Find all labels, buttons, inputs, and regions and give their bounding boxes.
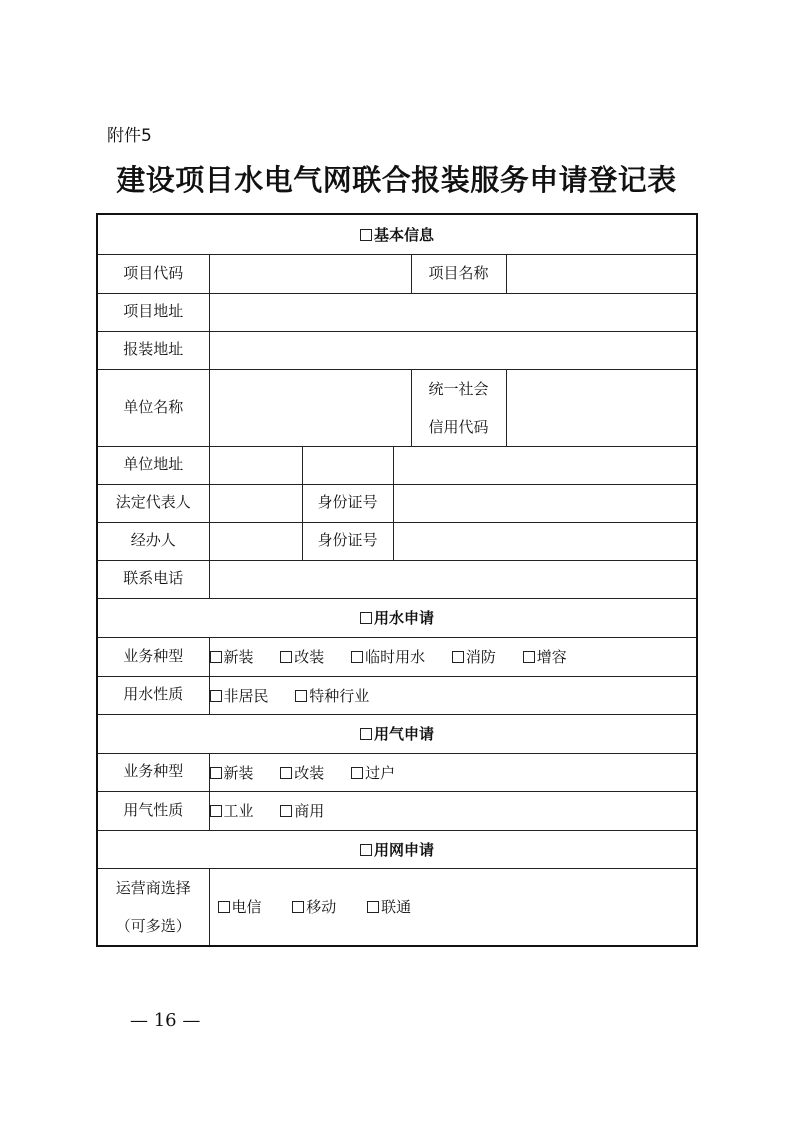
water-option-temporary[interactable]: 临时用水 [351, 646, 425, 667]
carrier-option-telecom[interactable]: 电信 [218, 896, 262, 917]
checkbox-icon [280, 805, 292, 817]
section-basic-row [97, 214, 697, 254]
checkbox-icon [280, 651, 292, 663]
checkbox-icon [360, 728, 372, 740]
legal-rep-row [97, 484, 697, 522]
checkbox-icon [210, 690, 222, 702]
credit-code-label: 统一社会 信用代码 [411, 369, 506, 446]
gas-nature-industrial[interactable]: 工业 [210, 800, 254, 821]
carrier-options [209, 868, 697, 946]
registration-form-table [96, 213, 698, 947]
water-option-new[interactable]: 新装 [210, 646, 254, 667]
phone-label: 联系电话 [97, 560, 209, 598]
project-address-row [97, 293, 697, 331]
gas-nature-commercial[interactable]: 商用 [280, 800, 324, 821]
water-nature-non-resident[interactable]: 非居民 [210, 685, 269, 706]
water-nature-special[interactable]: 特种行业 [295, 685, 369, 706]
checkbox-icon [523, 651, 535, 663]
legal-rep-label: 法定代表人 [97, 484, 209, 522]
water-nature-options [209, 676, 697, 714]
unit-address-field-2[interactable] [302, 446, 393, 484]
checkbox-icon [210, 767, 222, 779]
legal-rep-id-field[interactable] [393, 484, 697, 522]
gas-business-options [209, 753, 697, 791]
project-code-field[interactable] [209, 254, 411, 293]
unit-address-field-1[interactable] [209, 446, 302, 484]
gas-nature-options [209, 791, 697, 830]
handler-label: 经办人 [97, 522, 209, 560]
project-address-label: 项目地址 [97, 293, 209, 331]
unit-name-field[interactable] [209, 369, 411, 446]
unit-address-field-3[interactable] [393, 446, 697, 484]
project-address-field[interactable] [209, 293, 697, 331]
gas-business-row [97, 753, 697, 791]
credit-code-field[interactable] [506, 369, 697, 446]
section-network-header[interactable]: 用网申请 [97, 830, 697, 868]
checkbox-icon [360, 229, 372, 241]
water-nature-label: 用水性质 [97, 676, 209, 714]
water-option-increase[interactable]: 增容 [523, 646, 567, 667]
unit-address-row [97, 446, 697, 484]
unit-name-label: 单位名称 [97, 369, 209, 446]
gas-option-transfer[interactable]: 过户 [351, 762, 395, 783]
section-gas-header[interactable]: 用气申请 [97, 714, 697, 753]
unit-name-row [97, 369, 697, 446]
install-address-label: 报装地址 [97, 331, 209, 369]
carrier-option-mobile[interactable]: 移动 [292, 896, 336, 917]
gas-option-modify[interactable]: 改装 [280, 762, 324, 783]
page-number: — 16 — [130, 1010, 201, 1031]
phone-row [97, 560, 697, 598]
checkbox-icon [360, 844, 372, 856]
gas-business-label: 业务种型 [97, 753, 209, 791]
legal-rep-id-label: 身份证号 [302, 484, 393, 522]
section-water-row [97, 598, 697, 637]
checkbox-icon [351, 651, 363, 663]
checkbox-icon [360, 612, 372, 624]
water-nature-row [97, 676, 697, 714]
project-name-field[interactable] [506, 254, 697, 293]
install-address-row [97, 331, 697, 369]
checkbox-icon [367, 901, 379, 913]
gas-nature-row [97, 791, 697, 830]
carrier-label: 运营商选择 （可多选） [97, 868, 209, 946]
section-gas-row [97, 714, 697, 753]
install-address-field[interactable] [209, 331, 697, 369]
form-title: 建设项目水电气网联合报装服务申请登记表 [116, 163, 677, 197]
water-business-row [97, 637, 697, 676]
water-option-modify[interactable]: 改装 [280, 646, 324, 667]
attachment-label: 附件5 [107, 126, 152, 146]
water-business-label: 业务种型 [97, 637, 209, 676]
section-basic-header[interactable]: 基本信息 [97, 214, 697, 254]
checkbox-icon [280, 767, 292, 779]
project-code-row [97, 254, 697, 293]
checkbox-icon [210, 805, 222, 817]
checkbox-icon [210, 651, 222, 663]
checkbox-icon [292, 901, 304, 913]
gas-option-new[interactable]: 新装 [210, 762, 254, 783]
checkbox-icon [218, 901, 230, 913]
carrier-option-unicom[interactable]: 联通 [367, 896, 411, 917]
project-code-label: 项目代码 [97, 254, 209, 293]
legal-rep-field[interactable] [209, 484, 302, 522]
handler-row [97, 522, 697, 560]
section-water-header[interactable]: 用水申请 [97, 598, 697, 637]
unit-address-label: 单位地址 [97, 446, 209, 484]
handler-id-label: 身份证号 [302, 522, 393, 560]
phone-field[interactable] [209, 560, 697, 598]
checkbox-icon [351, 767, 363, 779]
handler-field[interactable] [209, 522, 302, 560]
gas-nature-label: 用气性质 [97, 791, 209, 830]
project-name-label: 项目名称 [411, 254, 506, 293]
water-business-options [209, 637, 697, 676]
checkbox-icon [452, 651, 464, 663]
carrier-row [97, 868, 697, 946]
water-option-fire[interactable]: 消防 [452, 646, 496, 667]
handler-id-field[interactable] [393, 522, 697, 560]
checkbox-icon [295, 690, 307, 702]
section-network-row [97, 830, 697, 868]
